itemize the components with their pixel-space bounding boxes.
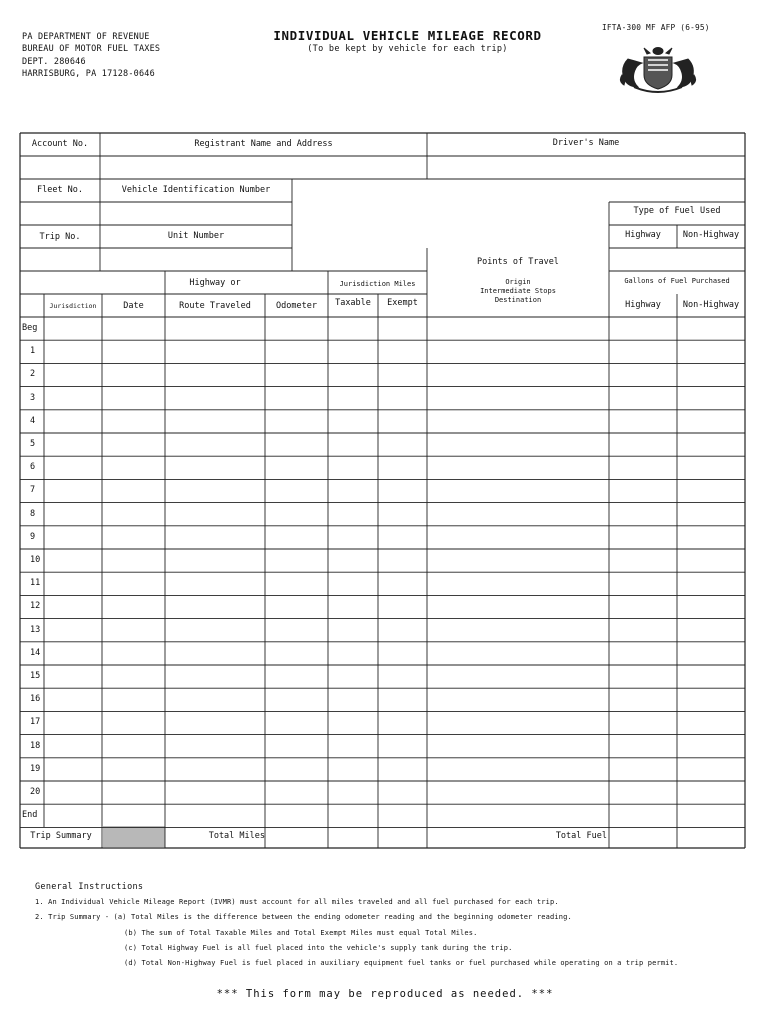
odometer-label: Odometer	[276, 301, 317, 311]
fuel-non-highway-label: Non-Highway	[682, 230, 740, 240]
total-fuel-label: Total Fuel	[555, 831, 607, 841]
row-label: 18	[30, 740, 41, 751]
row-label: 2	[30, 369, 36, 380]
row-label: 8	[30, 508, 36, 519]
agency-line: BUREAU OF MOTOR FUEL TAXES	[22, 44, 161, 55]
instruction-line: 1. An Individual Vehicle Mileage Report (IVMR) must account for all miles traveled and all fuel purchased for each trip.	[35, 898, 559, 906]
date-label: Date	[123, 301, 144, 311]
intermediate-stops-label: Intermediate Stops	[480, 287, 556, 295]
row-label: 16	[30, 694, 41, 705]
row-label: 11	[30, 578, 41, 589]
row-label: 10	[30, 555, 41, 565]
row-label: 3	[30, 392, 36, 403]
highway-or-label: Highway or	[189, 278, 241, 288]
gallons-non-highway-label: Non-Highway	[682, 300, 740, 310]
origin-label: Origin	[505, 278, 531, 286]
instruction-line: 2. Trip Summary - (a) Total Miles is the difference between the ending odometer reading and the beginning odometer reading.	[35, 913, 572, 921]
form-title: INDIVIDUAL VEHICLE MILEAGE RECORD	[273, 28, 542, 43]
trip-summary-label: Trip Summary	[30, 831, 92, 841]
trip-no-label: Trip No.	[39, 232, 81, 242]
instructions-heading: General Instructions	[35, 882, 144, 892]
agency-line: HARRISBURG, PA 17128-0646	[22, 68, 155, 79]
instruction-line: (c) Total Highway Fuel is all fuel placed into the vehicle's supply tank during the trip.	[124, 944, 513, 952]
row-label: 9	[30, 531, 36, 542]
row-label: 12	[30, 601, 41, 612]
total-miles-label: Total Miles	[208, 831, 265, 841]
jurisdiction-miles-label: Jurisdiction Miles	[339, 280, 416, 288]
form-number: IFTA-300 MF AFP (6-95)	[602, 23, 710, 32]
instruction-line: (d) Total Non-Highway Fuel is fuel placed in auxiliary equipment fuel tanks or fuel purchased while operating on a trip permit.	[124, 959, 679, 967]
destination-label: Destination	[494, 296, 542, 304]
gallons-highway-label: Highway	[625, 300, 661, 310]
row-label: 20	[30, 787, 41, 797]
agency-line: DEPT. 280646	[22, 56, 86, 67]
reproduction-note: *** This form may be reproduced as needed. ***	[216, 988, 554, 1000]
drivers-name-label: Driver's Name	[552, 138, 620, 148]
row-label: Beg	[22, 323, 38, 333]
row-label: 7	[30, 485, 36, 496]
row-label: 14	[30, 647, 41, 658]
form-subtitle: (To be kept by vehicle for each trip)	[307, 44, 508, 54]
registrant-label: Registrant Name and Address	[194, 139, 333, 149]
row-label: 13	[30, 624, 41, 635]
account-no-label: Account No.	[31, 139, 89, 149]
shaded-cell	[103, 826, 165, 847]
row-label: 1	[30, 346, 36, 357]
vin-label: Vehicle Identification Number	[121, 185, 271, 195]
row-label: 6	[30, 462, 36, 473]
agency-line: PA DEPARTMENT OF REVENUE	[22, 32, 150, 42]
route-traveled-label: Route Traveled	[179, 301, 251, 311]
gallons-purchased-label: Gallons of Fuel Purchased	[624, 277, 730, 285]
row-label: 4	[30, 415, 36, 426]
unit-number-label: Unit Number	[167, 231, 225, 241]
jurisdiction-label: Jurisdiction	[49, 302, 97, 310]
taxable-label: Taxable	[335, 298, 371, 308]
type-of-fuel-label: Type of Fuel Used	[633, 206, 721, 216]
row-label: 17	[30, 717, 41, 728]
fuel-highway-label: Highway	[625, 230, 661, 240]
row-label: End	[22, 810, 38, 821]
row-label: 19	[30, 763, 41, 774]
instruction-line: (b) The sum of Total Taxable Miles and Total Exempt Miles must equal Total Miles.	[124, 929, 478, 937]
row-label: 15	[30, 671, 41, 681]
points-of-travel-label: Points of Travel	[477, 257, 559, 267]
exempt-label: Exempt	[387, 298, 418, 308]
fleet-no-label: Fleet No.	[36, 185, 84, 195]
row-label: 5	[30, 439, 36, 449]
